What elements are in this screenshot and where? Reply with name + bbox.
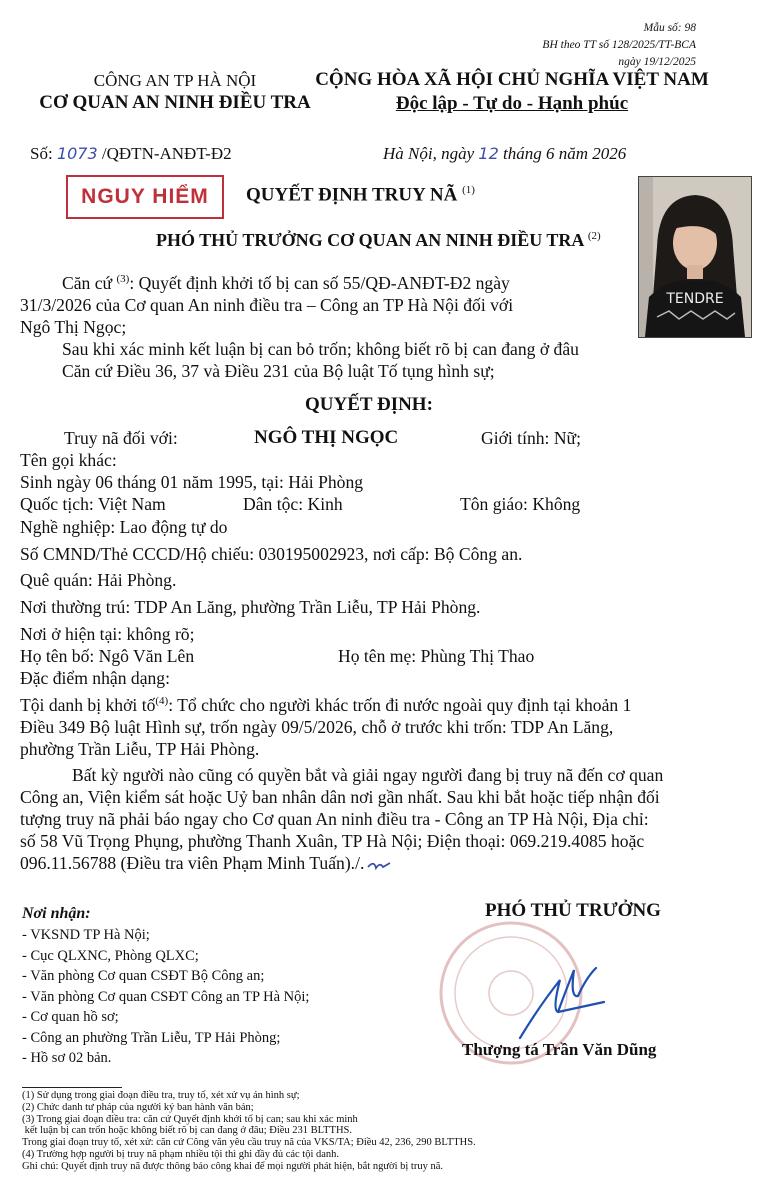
grounds-line-2: 31/3/2026 của Cơ quan An ninh điều tra – Công an TP Hà Nội đối với <box>20 294 514 315</box>
suspect-name: NGÔ THỊ NGỌC <box>254 427 399 448</box>
grounds-line-4: Sau khi xác minh kết luận bị can bỏ trốn; không biết rõ bị can đang ở đâu <box>62 338 579 359</box>
alias-line: Tên gọi khác: <box>20 450 117 470</box>
footnote: (3) Trong giai đoạn điều tra: căn cứ Quyết định khởi tố bị can; sau khi xác minh <box>22 1113 358 1125</box>
charge-line-3: phường Trần Liễu, TP Hải Phòng. <box>20 738 260 759</box>
notice-line-3: tượng truy nã phải báo ngay cho Cơ quan An ninh điều tra - Công an TP Hà Nội, Địa chỉ: <box>20 809 649 829</box>
suspect-gender: Giới tính: Nữ; <box>481 428 581 448</box>
date-suffix: tháng 6 năm 2026 <box>503 144 627 163</box>
doc-number-handwritten: 1073 <box>56 144 98 163</box>
charge-line-1a: Tội danh bị khởi tố <box>20 694 156 715</box>
parents-line <box>20 646 750 668</box>
form-number-block <box>542 20 696 71</box>
danger-stamp: NGUY HIỂM <box>66 175 224 219</box>
charge-note-4: (4) <box>155 695 169 707</box>
signature-title: PHÓ THỦ TRƯỞNG <box>485 900 661 921</box>
recipient-item: - Cơ quan hồ sơ; <box>22 1009 119 1025</box>
nationality: Quốc tịch: Việt Nam <box>20 494 166 514</box>
decision-title-text: QUYẾT ĐỊNH TRUY NÃ <box>246 184 458 206</box>
footnote-divider <box>22 1087 122 1088</box>
signer-heading <box>156 230 601 251</box>
form-date: ngày 19/12/2025 <box>618 56 696 68</box>
recipients-colon: : <box>85 905 91 922</box>
grounds-block <box>20 268 750 382</box>
signer-heading-text: PHÓ THỦ TRƯỞNG CƠ QUAN AN NINH ĐIỀU TRA <box>156 230 584 250</box>
signer-heading-note: (2) <box>587 230 601 242</box>
form-issuance: BH theo TT số 128/2025/TT-BCA <box>542 39 696 51</box>
recipient-item: - Văn phòng Cơ quan CSĐT Công an TP Hà Nội; <box>22 988 310 1005</box>
document-number <box>30 144 232 164</box>
national-motto: Độc lập - Tự do - Hạnh phúc <box>395 93 629 114</box>
charge-block <box>20 690 750 760</box>
father-name: Họ tên bố: Ngô Văn Lên <box>20 646 195 666</box>
date-prefix: Hà Nội, ngày <box>383 144 475 163</box>
charge-line-1b: : Tổ chức cho người khác trốn đi nước ngoài quy định tại khoản 1 <box>168 694 632 715</box>
document-date <box>383 144 626 164</box>
doc-number-suffix: /QĐTN-ANĐT-Đ2 <box>101 144 232 163</box>
photo-shirt-text: TENDRE <box>666 291 724 307</box>
wanted-label: Truy nã đối với: <box>64 428 178 448</box>
notice-line-1: Bất kỳ người nào cũng có quyền bắt và giải ngay người đang bị truy nã đến cơ quan <box>72 765 664 785</box>
recipient-item: - Văn phòng Cơ quan CSĐT Bộ Công an; <box>22 968 265 984</box>
mother-name: Họ tên mẹ: Phùng Thị Thao <box>338 646 535 666</box>
doc-number-label: Số: <box>30 144 53 163</box>
birth-line: Sinh ngày 06 tháng 01 năm 1995, tại: Hải Phòng <box>20 472 364 492</box>
footnote: (2) Chức danh tư pháp của người ký ban hành văn bản; <box>22 1101 254 1113</box>
occupation-line: Nghề nghiệp: Lao động tự do <box>20 517 228 537</box>
footnote: Ghi chú: Quyết định truy nã được thông báo công khai để mọi người phát hiện, bắt người bị truy nã. <box>22 1160 443 1172</box>
recipient-item: - Cục QLXNC, Phòng QLXC; <box>22 947 199 964</box>
grounds-line-1 <box>20 268 750 294</box>
decision-title <box>246 184 475 206</box>
agency-name: CƠ QUAN AN NINH ĐIỀU TRA <box>39 92 311 113</box>
recipients-label: Nơi nhận <box>22 905 86 922</box>
recipients-block <box>22 903 309 1069</box>
nationality-line <box>20 494 750 516</box>
form-number: Mẫu số: 98 <box>643 22 696 34</box>
recipient-item: - Công an phường Trần Liễu, TP Hải Phòng; <box>22 1029 281 1046</box>
notice-line-4: số 58 Vũ Trọng Phụng, phường Thanh Xuân, TP Hà Nội; Điện thoại: 069.219.4085 hoặc <box>20 831 645 851</box>
footnote: (1) Sử dụng trong giai đoạn điều tra, truy tố, xét xử vụ án hình sự; <box>22 1090 300 1101</box>
grounds-line-5: Căn cứ Điều 36, 37 và Điều 231 của Bộ luật Tố tụng hình sự; <box>62 360 495 381</box>
footnote: kết luận bị can trốn hoặc không biết rõ bị can đang ở đâu; Điều 231 BLTTHS. <box>22 1125 353 1137</box>
grounds-note-3: (3) <box>116 273 130 285</box>
recipients-heading <box>22 903 309 925</box>
hometown-line: Quê quán: Hải Phòng. <box>20 570 177 590</box>
wanted-line <box>20 428 750 450</box>
charge-line-1 <box>20 690 750 716</box>
agency-header <box>30 70 320 114</box>
id-line: Số CMND/Thẻ CCCD/Hộ chiếu: 030195002923, nơi cấp: Bộ Công an. <box>20 544 523 564</box>
charge-line-2: Điều 349 Bộ luật Hình sự, trốn ngày 09/5/2026, chỗ ở trước khi trốn: TDP An Lăng, <box>20 716 614 737</box>
notice-line-5-text: 096.11.56788 (Điều tra viên Phạm Minh Tuấn)./. <box>20 853 365 873</box>
decision-title-note: (1) <box>462 184 475 196</box>
features-line: Đặc điểm nhận dạng: <box>20 668 170 688</box>
decides-heading: QUYẾT ĐỊNH: <box>305 394 433 415</box>
grounds-line-1a: Căn cứ <box>62 272 117 293</box>
agency-parent: CÔNG AN TP HÀ NỘI <box>93 71 257 90</box>
notice-line-5 <box>20 852 750 874</box>
national-header <box>302 68 722 116</box>
initial-mark-icon <box>366 858 392 872</box>
ethnicity: Dân tộc: Kinh <box>243 494 343 514</box>
handwritten-signature-icon <box>500 950 640 1045</box>
footnotes-block <box>22 1090 476 1173</box>
residence-line: Nơi thường trú: TDP An Lăng, phường Trần Liễu, TP Hải Phòng. <box>20 597 481 617</box>
notice-line-2: Công an, Viện kiểm sát hoặc Uỷ ban nhân dân nơi gần nhất. Sau khi bắt hoặc tiếp nhận đối <box>20 787 660 807</box>
recipient-item: - VKSND TP Hà Nội; <box>22 927 150 943</box>
grounds-line-1b: : Quyết định khởi tố bị can số 55/QĐ-ANĐT-Đ2 ngày <box>129 272 510 293</box>
current-residence-line: Nơi ở hiện tại: không rõ; <box>20 624 195 644</box>
footnote: (4) Trường hợp người bị truy nã phạm nhiều tội thì ghi đầy đủ các tội danh. <box>22 1148 340 1160</box>
grounds-line-3: Ngô Thị Ngọc; <box>20 316 127 337</box>
signer-name: Thượng tá Trần Văn Dũng <box>462 1040 657 1059</box>
national-title: CỘNG HÒA XÃ HỘI CHỦ NGHĨA VIỆT NAM <box>315 69 709 90</box>
footnote: Trong giai đoạn truy tố, xét xử: căn cứ Công văn yêu cầu truy nã của VKS/TA; Điều 42, 236, 290 BLTTHS. <box>22 1137 476 1149</box>
recipient-item: - Hồ sơ 02 bản. <box>22 1050 112 1066</box>
date-day-handwritten: 12 <box>478 144 499 163</box>
religion: Tôn giáo: Không <box>460 494 581 514</box>
notice-block <box>20 764 750 874</box>
